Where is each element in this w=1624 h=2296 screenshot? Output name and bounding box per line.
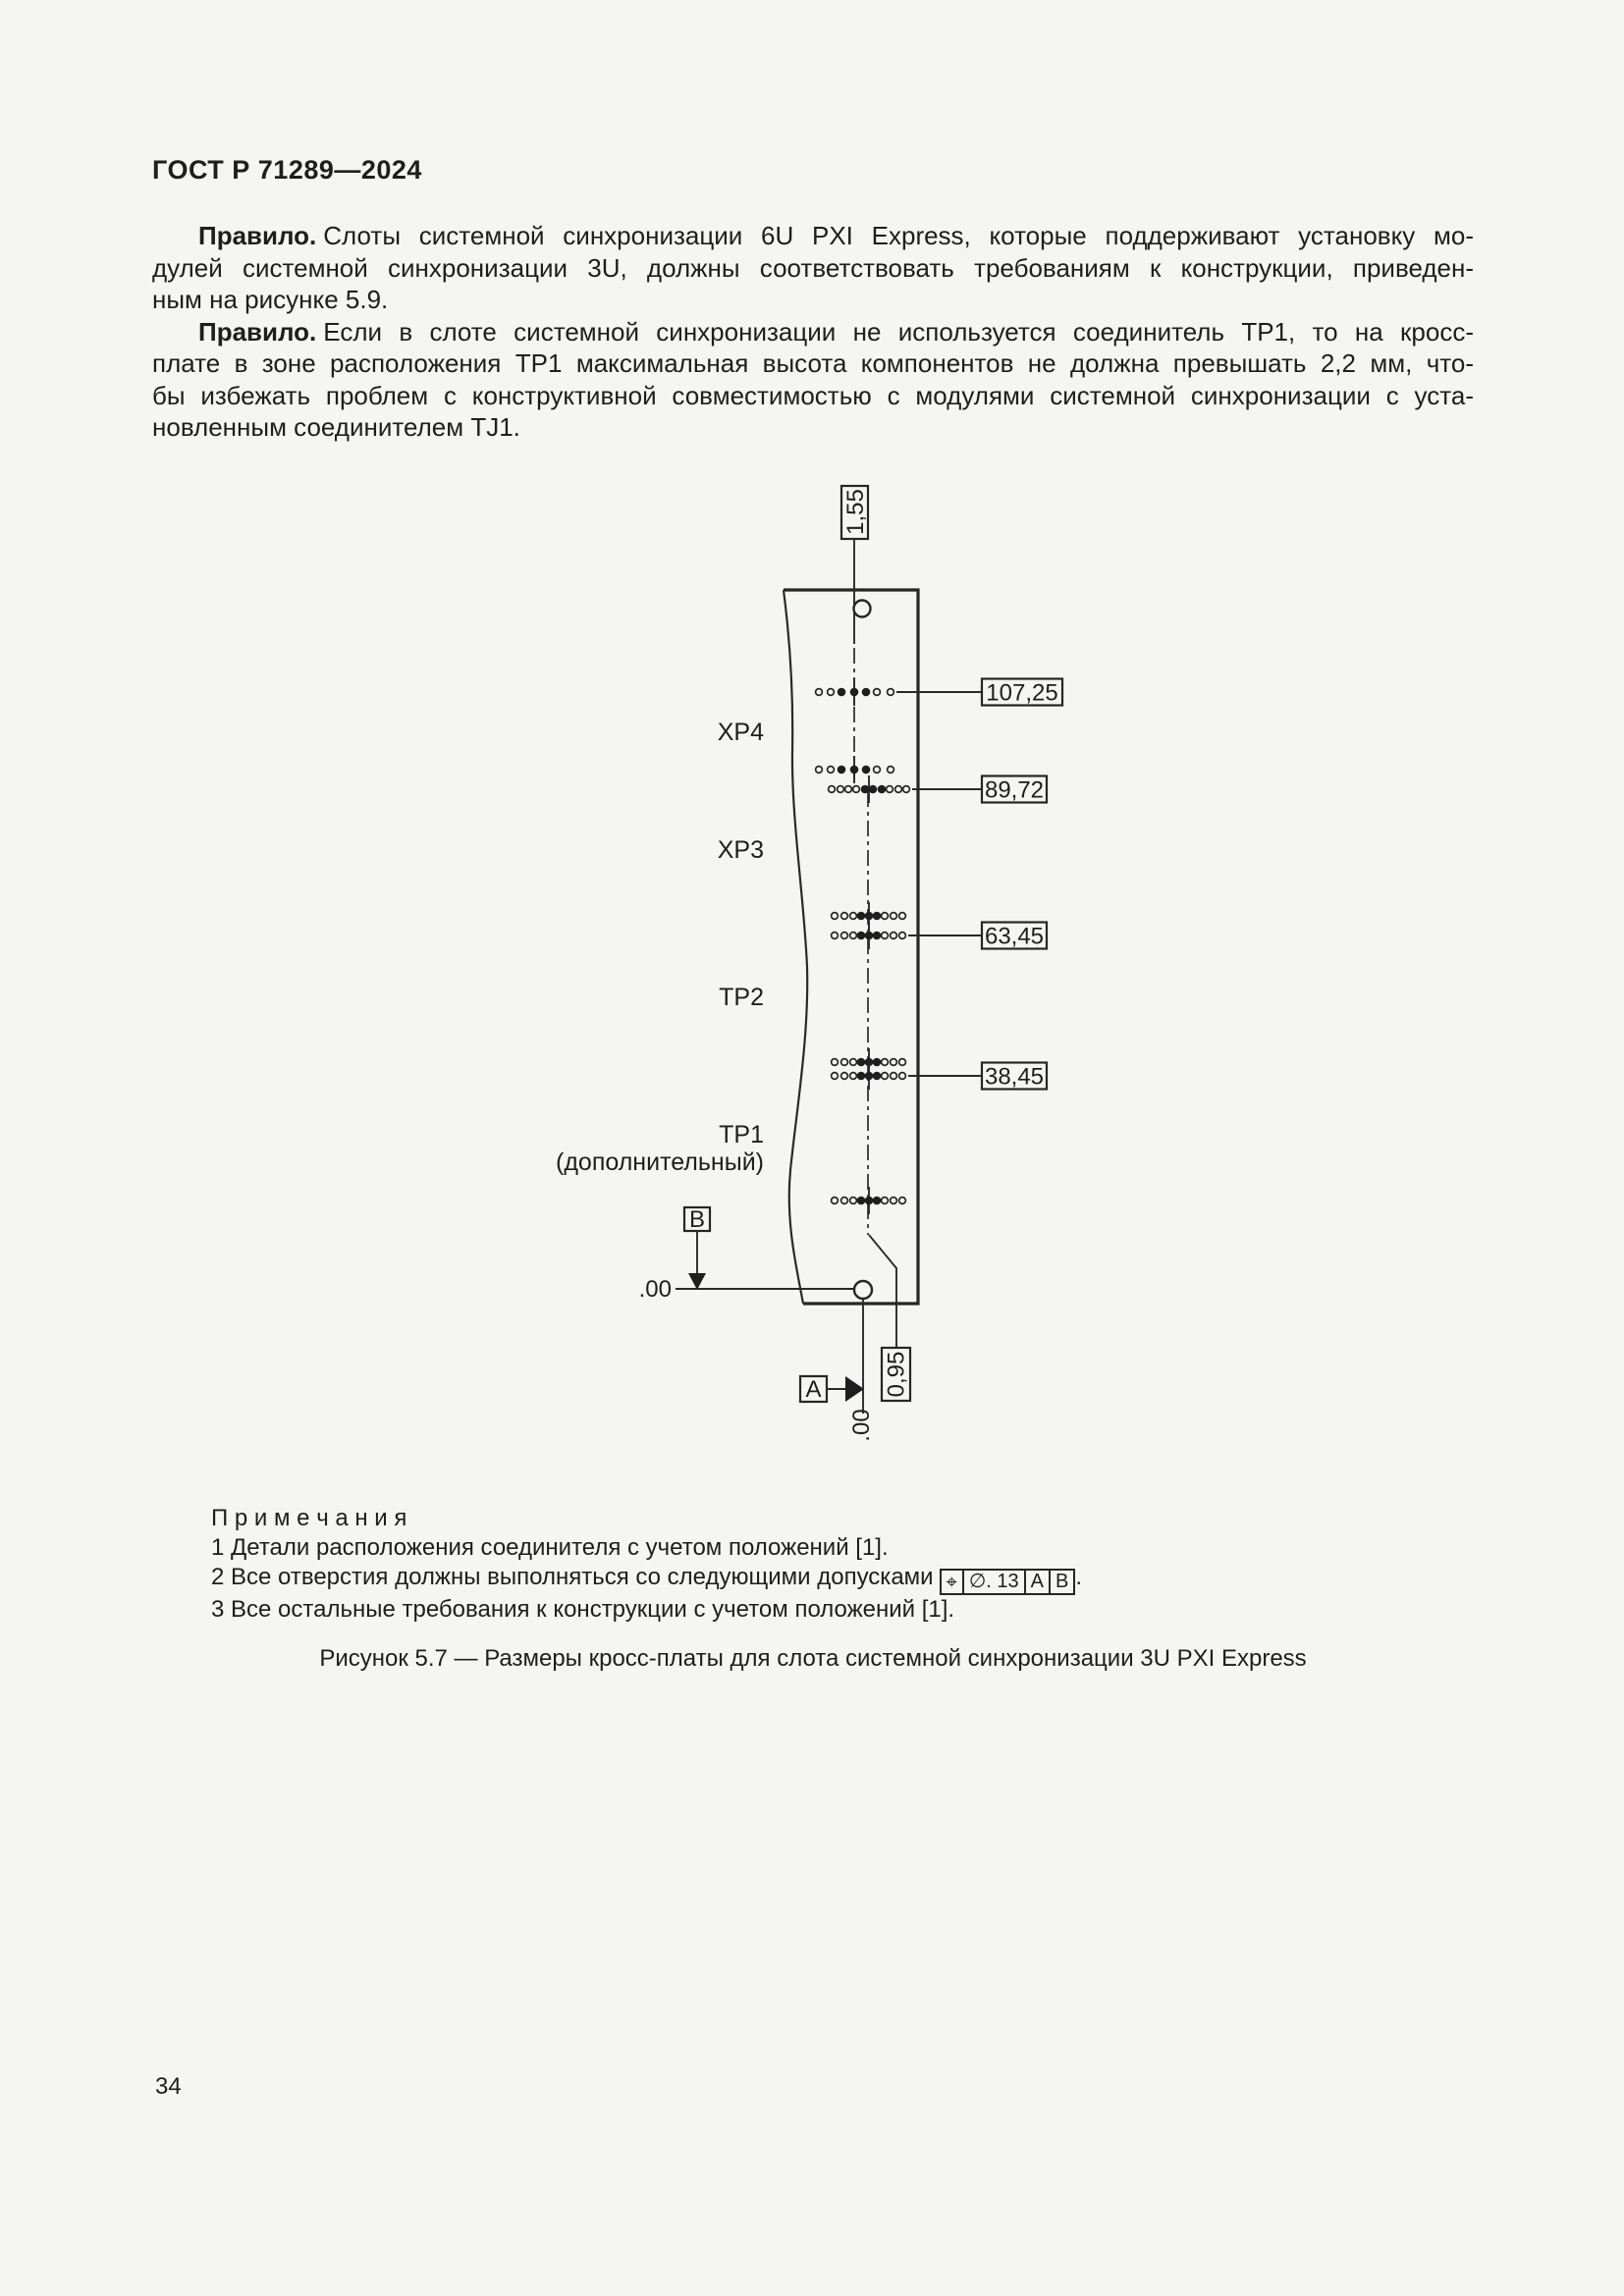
dim-leader-line	[869, 1235, 896, 1348]
dim-value: 107,25	[986, 679, 1058, 707]
pin-hole	[850, 1059, 857, 1066]
pin-hole	[850, 766, 858, 774]
pin-hole	[832, 1198, 839, 1204]
pin-hole	[874, 689, 881, 696]
pin-hole	[832, 933, 839, 939]
backplane-outline	[784, 590, 918, 1304]
board-edge	[784, 590, 918, 1304]
pin-hole	[888, 689, 894, 696]
pin-hole	[873, 1072, 881, 1080]
datum-a	[800, 1300, 875, 1442]
board-break-edge	[784, 590, 807, 1304]
pin-hole	[857, 912, 865, 920]
zero-ref-bottom: .00	[848, 1409, 875, 1442]
pin-hole	[828, 689, 835, 696]
alignment-hole-bottom	[854, 1281, 872, 1299]
pin-hole	[857, 1072, 865, 1080]
paragraph-1-line-3: ным на рисунке 5.9.	[152, 285, 389, 314]
pin-hole	[845, 786, 852, 793]
rule-label: Правило.	[198, 221, 317, 250]
pin-hole	[861, 785, 869, 793]
feature-control-frame	[940, 1569, 1076, 1595]
pin-hole	[850, 688, 858, 696]
rule-label: Правило.	[198, 316, 317, 347]
pin-hole	[888, 767, 894, 774]
pin-hole	[899, 933, 906, 939]
figure-caption: Рисунок 5.7 — Размеры кросс-платы для слота системной синхронизации 3U PXI Express	[319, 1645, 1307, 1672]
pin-hole	[899, 1059, 906, 1066]
pin-hole	[899, 1198, 906, 1204]
pin-hole	[829, 786, 836, 793]
connector-label-xp4: XP4	[717, 719, 764, 746]
note-2: 2 Все отверстия должны выполняться со следующими допусками ⌖ ∅. 13 A B .	[211, 1564, 1082, 1593]
datum-b-triangle	[688, 1273, 706, 1290]
note-3: 3 Все остальные требования к конструкции с учетом положений [1].	[211, 1596, 955, 1623]
pin-hole	[878, 785, 886, 793]
dim-1-55	[841, 486, 869, 644]
pin-hole	[882, 1073, 889, 1080]
pin-hole	[865, 1197, 873, 1204]
pin-hole	[838, 688, 845, 696]
pin-hole	[873, 1197, 881, 1204]
pin-hole	[891, 933, 897, 939]
pin-hole	[832, 1059, 839, 1066]
connector-label-tp1-optional: (дополнительный)	[556, 1148, 764, 1176]
pin-hole	[899, 1073, 906, 1080]
connector-label-xp3: XP3	[717, 836, 764, 864]
connector-label-tp2: TP2	[719, 984, 764, 1011]
pin-hole	[841, 1198, 848, 1204]
dim-value: 0,95	[883, 1351, 910, 1398]
pin-hole	[841, 933, 848, 939]
pin-hole	[882, 1198, 889, 1204]
paragraph-1-line-1: Правило. Слоты системной синхронизации 6U PXI Express, которые поддерживают установку мо-	[198, 221, 1474, 250]
pin-hole	[873, 1058, 881, 1066]
pin-hole	[895, 786, 902, 793]
pin-hole	[873, 932, 881, 939]
pin-hole	[873, 912, 881, 920]
pin-hole	[882, 913, 889, 920]
pin-hole	[857, 1197, 865, 1204]
notes-block	[211, 1504, 1082, 1625]
connector-labels	[556, 719, 764, 1176]
pin-hole	[853, 786, 860, 793]
pin-hole	[816, 767, 823, 774]
pin-hole	[841, 1073, 848, 1080]
page-number: 34	[155, 2073, 182, 2100]
pin-hole	[874, 767, 881, 774]
pin-hole	[887, 786, 893, 793]
pin-hole	[865, 912, 873, 920]
pin-hole	[862, 688, 870, 696]
datum-b	[639, 1206, 853, 1303]
pin-hole	[857, 932, 865, 939]
dim-value: 1,55	[842, 489, 869, 535]
pin-hole	[891, 1059, 897, 1066]
notes-heading: П р и м е ч а н и я	[211, 1505, 407, 1531]
pin-hole	[850, 933, 857, 939]
centerline	[854, 648, 868, 1235]
dim-value: 63,45	[984, 923, 1045, 950]
pin-hole	[891, 913, 897, 920]
pin-hole	[891, 1073, 897, 1080]
dim-value: 89,72	[984, 776, 1045, 804]
pin-hole	[841, 913, 848, 920]
datum-ref-b: B	[1055, 1571, 1069, 1592]
datum-a-letter: A	[805, 1376, 822, 1403]
datum-ref-a: A	[1026, 1571, 1051, 1593]
pin-hole	[838, 766, 845, 774]
body-text	[152, 220, 1474, 444]
dim-0-95	[869, 1235, 910, 1401]
dim-value: 38,45	[984, 1063, 1045, 1091]
figure-5-7-drawing	[393, 476, 1139, 1443]
pin-hole	[857, 1058, 865, 1066]
alignment-hole-top	[854, 601, 871, 617]
paragraph-1-line-2: дулей системной синхронизации 3U, должны соответствовать требованиям к конструкции, приведен-	[152, 252, 1474, 283]
pin-hole	[832, 913, 839, 920]
note-1: 1 Детали расположения соединителя с учетом положений [1].	[211, 1534, 889, 1561]
position-tolerance-icon: ⌖	[942, 1571, 964, 1593]
pin-hole	[838, 786, 844, 793]
document-number: ГОСТ Р 71289—2024	[152, 155, 422, 185]
pin-hole	[865, 932, 873, 939]
connector-label-tp1: TP1	[719, 1121, 764, 1148]
paragraph-2-line-4: новленным соединителем TJ1.	[152, 412, 520, 442]
paragraph-2-line-2: плате в зоне расположения TP1 максимальная высота компонентов не должна превышать 2,2 мм, что-	[152, 348, 1474, 378]
zero-ref-left: .00	[638, 1276, 672, 1303]
connector-pin-rows	[816, 678, 1062, 1214]
pin-hole	[899, 913, 906, 920]
datum-b-letter: B	[688, 1206, 706, 1233]
pin-hole	[865, 1072, 873, 1080]
pin-hole	[882, 933, 889, 939]
pin-hole	[903, 786, 910, 793]
pin-hole	[862, 766, 870, 774]
pin-hole	[828, 767, 835, 774]
paragraph-2-line-1: Правило. Если в слоте системной синхронизации не используется соединитель TP1, то на кросс-	[198, 316, 1474, 347]
figure-svg	[393, 476, 1139, 1443]
pin-hole	[816, 689, 823, 696]
paragraph-2-line-3: бы избежать проблем с конструктивной совместимостью с модулями системной синхронизации с уста-	[152, 380, 1474, 410]
pin-hole	[850, 1198, 857, 1204]
pin-hole	[850, 913, 857, 920]
pin-hole	[850, 1073, 857, 1080]
pin-hole	[869, 785, 877, 793]
pin-hole	[891, 1198, 897, 1204]
tolerance-value: ∅. 13	[964, 1571, 1026, 1593]
pin-hole	[882, 1059, 889, 1066]
pin-hole	[841, 1059, 848, 1066]
datum-a-triangle	[845, 1376, 864, 1402]
pin-hole	[832, 1073, 839, 1080]
